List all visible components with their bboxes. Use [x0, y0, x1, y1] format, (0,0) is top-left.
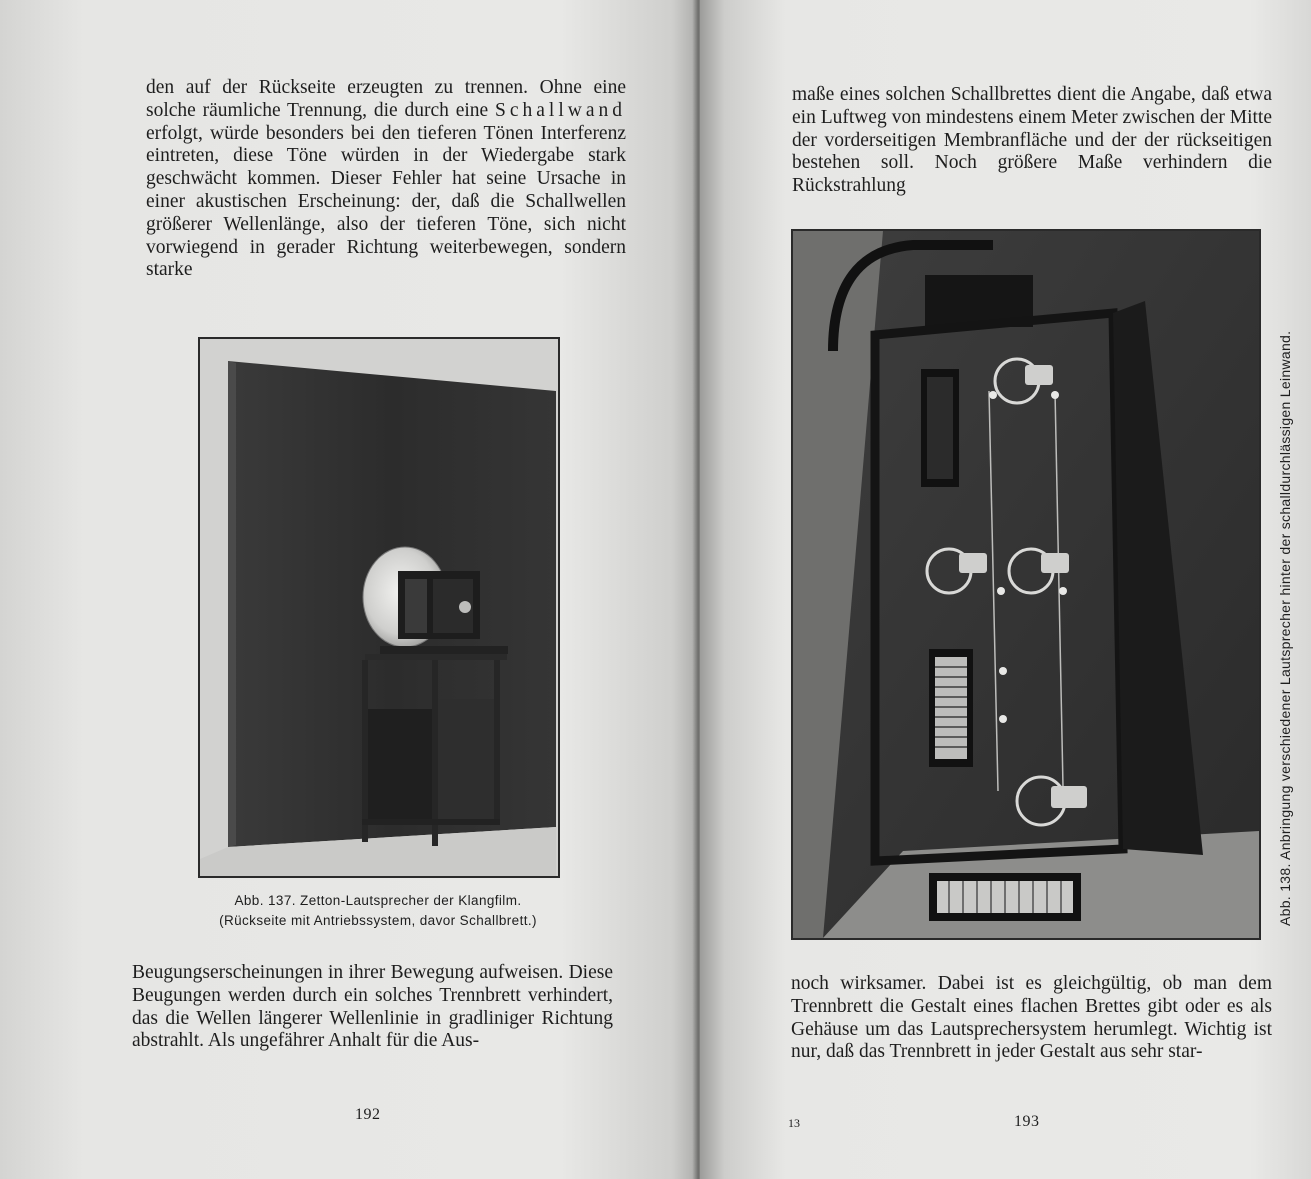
caption-line-1: Abb. 137. Zetton-Lautsprecher der Klangfilm. [234, 893, 522, 908]
left-paragraph-top: den auf der Rückseite erzeugten zu trennen. Ohne eine solche räumliche Trennung, die durch eine Schallwand erfolgt, würde besonders bei den tieferen Tönen Interferenz eintreten, diese Töne würden in der Wiedergabe stark geschwächt kommen. Dieser Fehler hat seine Ursache in einer akustischen Erscheinung: der, daß die Schallwellen größerer Wellenlänge, also der tieferen Töne, sich nicht vorwiegend in gerader Richtung weiterbewegen, sondern starke [146, 77, 627, 281]
speaker-rack-photo-illustration [793, 231, 1259, 938]
figure-138-photo [791, 229, 1261, 940]
caption-line-2: (Rückseite mit Antriebssystem, davor Schallbrett.) [219, 913, 537, 928]
right-paragraph-top: maße eines solchen Schallbrettes dient die Angabe, daß etwa ein Luftweg von mindestens einem Meter zwischen der Mitte der vorderseitigen Membranfläche und der der rückseitigen bestehen soll. Noch größere Maße verhindern die Rückstrahlung [792, 84, 1272, 197]
loudspeaker-photo-illustration [200, 339, 558, 876]
signature-mark: 13 [788, 1116, 800, 1130]
emphasis-word: Schallwand [495, 99, 627, 121]
figure-137-photo [198, 337, 560, 878]
page-number-right: 193 [1014, 1113, 1040, 1130]
figure-137-caption [198, 891, 558, 931]
figure-138-caption: Abb. 138. Anbringung verschiedener Lautsprecher hinter der schalldurchlässigen Leinwand. [1277, 330, 1293, 926]
right-page [700, 0, 1311, 1179]
right-paragraph-bottom: noch wirksamer. Dabei ist es gleichgültig, ob man dem Trennbrett die Gestalt eines flachen Brettes gibt oder es als Gehäuse um das Lautsprechersystem herumlegt. Wichtig ist nur, daß das Trennbrett in jeder Gestalt aus sehr star- [791, 973, 1272, 1063]
page-number-left: 192 [355, 1106, 381, 1123]
left-paragraph-bottom: Beugungserscheinungen in ihrer Bewegung aufweisen. Diese Beugungen werden durch ein solches Trennbrett verhindert, das die Wellen längerer Wellenlinie in gradliniger Richtung abstrahlt. Als ungefährer Anhalt für die Aus- [132, 962, 613, 1052]
